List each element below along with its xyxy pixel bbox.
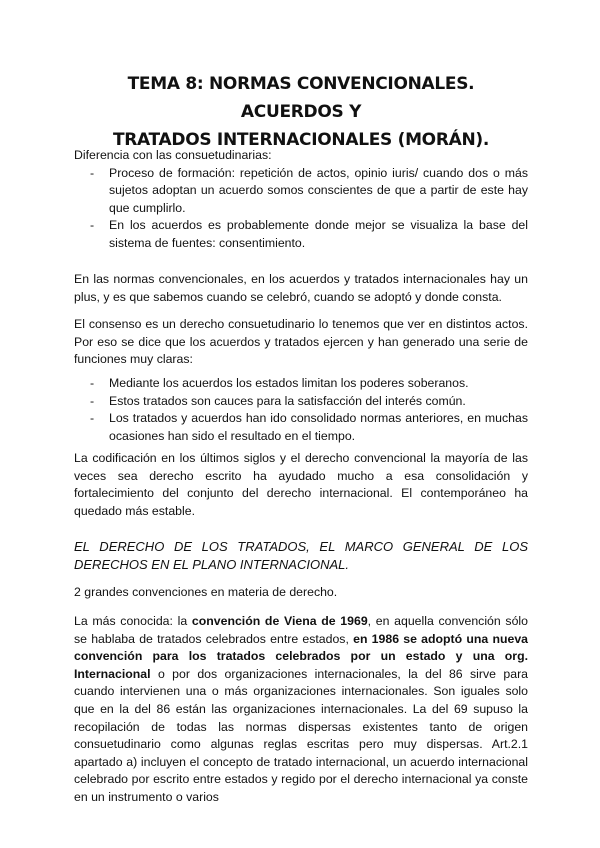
paragraph-codificacion: La codificación en los últimos siglos y el derecho convencional la mayoría de las veces sea derecho escrito ha ayudado mucho a esa consolidación y fortalecimiento del conjunto del derecho internacional. El contemporáneo ha quedado más estable. (74, 451, 528, 518)
section-heading: EL DERECHO DE LOS TRATADOS, EL MARCO GENERAL DE LOS DERECHOS EN EL PLANO INTERNACIONAL. (74, 539, 528, 572)
intro-list-item: - En los acuerdos es probablemente donde mejor se visualiza la base del sistema de fuentes: consentimiento. (74, 217, 528, 252)
title-line-1: TEMA 8: NORMAS CONVENCIONALES. ACUERDOS Y (127, 74, 475, 122)
document-title (74, 70, 528, 154)
viena-bold-2: en 1986 se adoptó una nueva convención para los tratados celebrados por un estado y una org. Internacional (74, 631, 528, 681)
viena-text-3: o por dos organizaciones internacionales, la del 86 sirve para cuando intervienen una o más organizaciones internacionales. Son iguales solo que en la del 86 están las organizaciones internacionales. La del 69 supuso la recopilación de todas las normas dispersas existentes tanto de origen consuetudinario como algunas reglas escritas pero muy dispersas. Art.2.1 apartado a) incluyen el concepto de tratado internacional, un acuerdo internacional celebrado por escrito entre estados y regido por el derecho internacional ya conste en un instrumento o varios (74, 666, 528, 804)
paragraph-plus: En las normas convencionales, en los acuerdos y tratados internacionales hay un plus, y es que sabemos cuando se celebró, cuando se adoptó y donde consta. (74, 272, 528, 304)
functions-list (74, 375, 528, 445)
intro-heading: Diferencia con las consuetudinarias: (74, 148, 272, 162)
viena-bold-1: convención de Viena de 1969 (191, 614, 368, 628)
functions-list-item: - Estos tratados son cauces para la satisfacción del interés común. (74, 393, 528, 411)
paragraph-consenso: El consenso es un derecho consuetudinario lo tenemos que ver en distintos actos. Por eso se dice que los acuerdos y tratados ejercen y han generado una serie de funciones muy claras: (74, 317, 528, 367)
intro-list (74, 165, 528, 253)
functions-section (74, 375, 528, 445)
intro-section (74, 147, 528, 253)
title-line-2: TRATADOS INTERNACIONALES (MORÁN). (112, 130, 490, 150)
viena-text-2: , en aquella convención sólo se hablaba de tratados celebrados entre estados, (74, 614, 528, 646)
functions-list-item: - Mediante los acuerdos los estados limitan los poderes soberanos. (74, 375, 528, 393)
intro-list-item: - Proceso de formación: repetición de actos, opinio iuris/ cuando dos o más sujetos adoptan un acuerdo somos conscientes de que a partir de este hay que cumplirlo. (74, 165, 528, 218)
functions-list-item: - Los tratados y acuerdos han ido consolidado normas anteriores, en muchas ocasiones han sido el resultado en el tiempo. (74, 410, 528, 445)
paragraph-convenciones: 2 grandes convenciones en materia de derecho. (74, 585, 338, 599)
paragraph-viena (74, 613, 528, 807)
viena-text-1: La más conocida: la (74, 614, 192, 628)
